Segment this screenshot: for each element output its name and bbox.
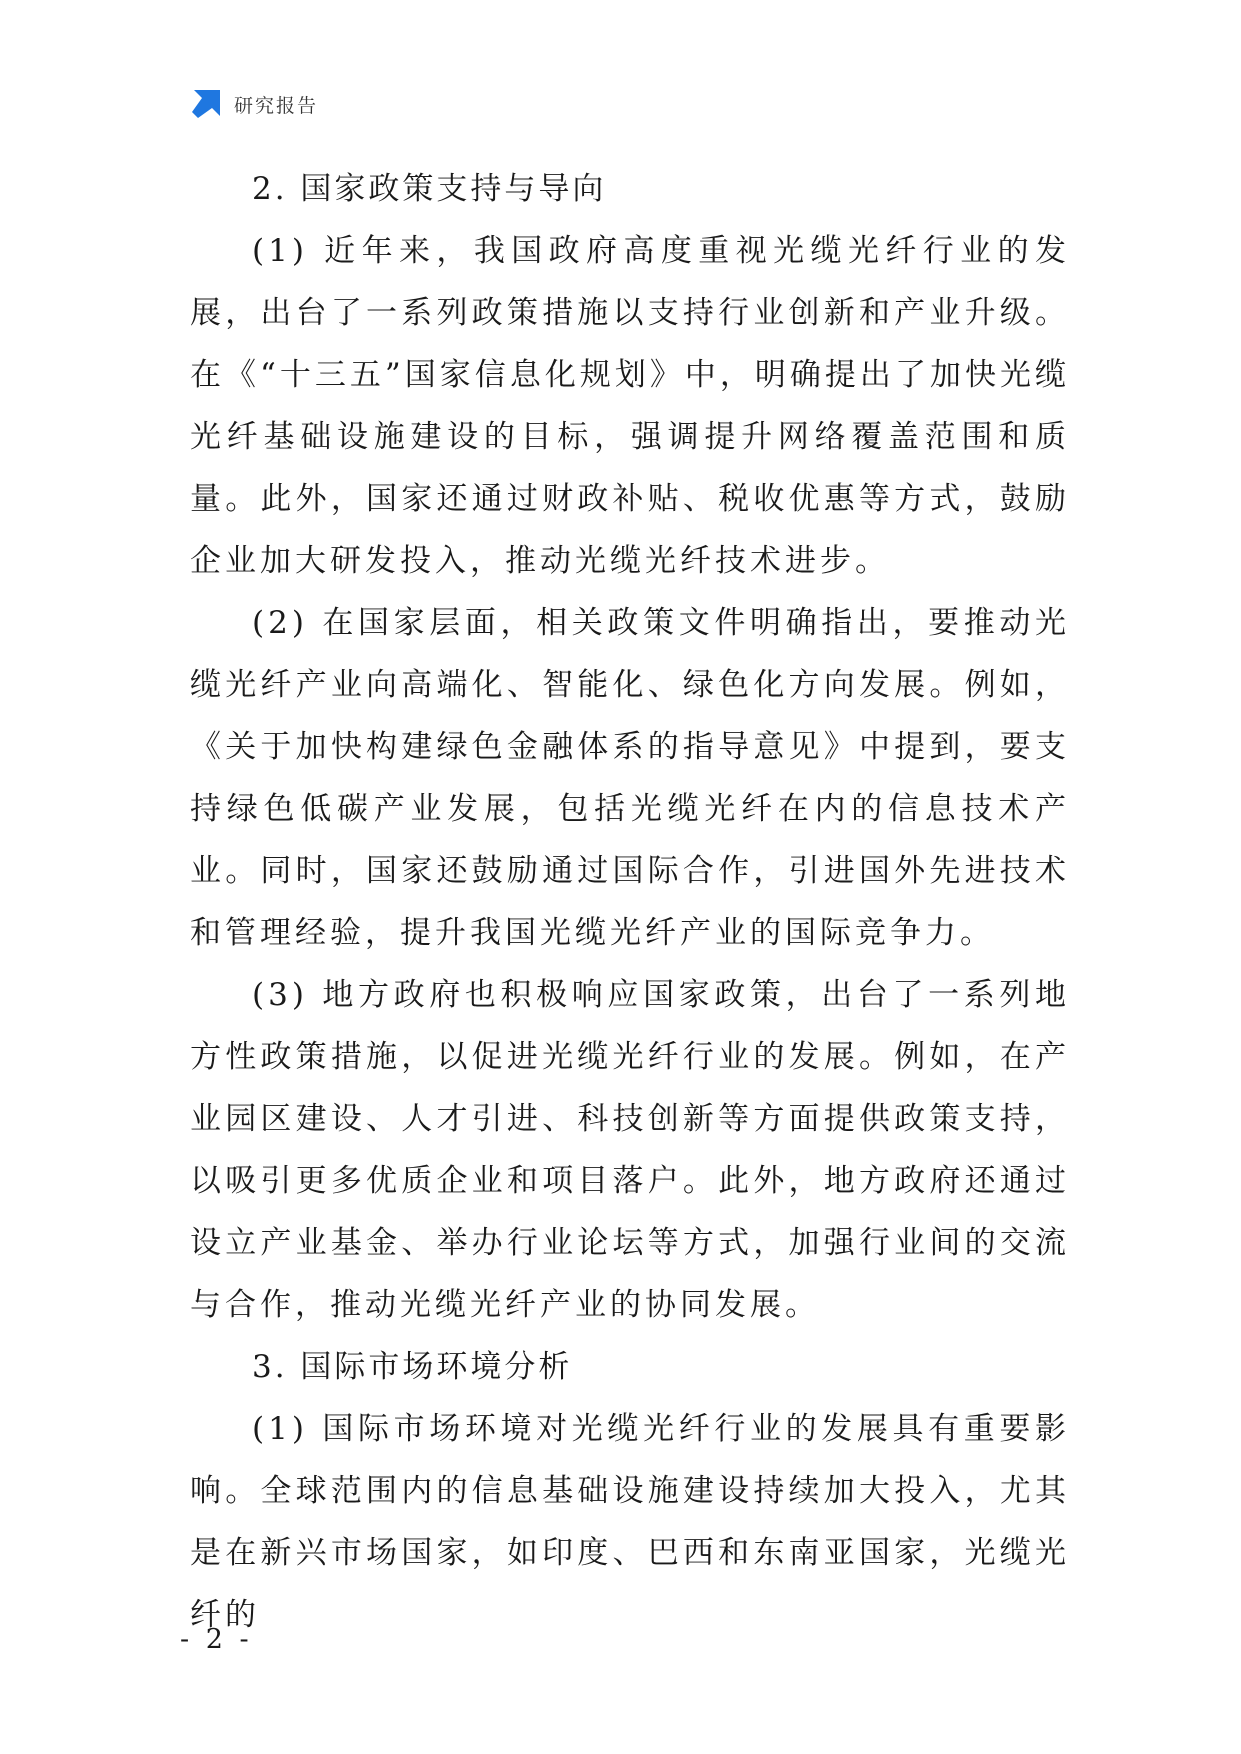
document-body (190, 158, 1070, 1646)
paragraph-2-3: (3) 地方政府也积极响应国家政策，出台了一系列地方性政策措施，以促进光缆光纤行业的发展。例如，在产业园区建设、人才引进、科技创新等方面提供政策支持，以吸引更多优质企业和项目落户。此外，地方政府还通过设立产业基金、举办行业论坛等方式，加强行业间的交流与合作，推动光缆光纤产业的协同发展。 (190, 977, 1070, 1323)
header-title: 研究报告 (234, 94, 319, 117)
paragraph-2-2: (2) 在国家层面，相关政策文件明确指出，要推动光缆光纤产业向高端化、智能化、绿色化方向发展。例如，《关于加快构建绿色金融体系的指导意见》中提到，要支持绿色低碳产业发展，包括光缆光纤在内的信息技术产业。同时，国家还鼓励通过国际合作，引进国外先进技术和管理经验，提升我国光缆光纤产业的国际竞争力。 (190, 605, 1070, 951)
section-heading-3: 3. 国际市场环境分析 (252, 1349, 573, 1385)
section-heading-2: 2. 国家政策支持与导向 (252, 171, 607, 207)
page-header (190, 86, 318, 122)
arrow-up-right-icon (190, 88, 222, 120)
page-number: - 2 - (180, 1624, 253, 1655)
paragraph-2-1: (1) 近年来，我国政府高度重视光缆光纤行业的发展，出台了一系列政策措施以支持行业创新和产业升级。在《“十三五”国家信息化规划》中，明确提出了加快光缆光纤基础设施建设的目标，强调提升网络覆盖范围和质量。此外，国家还通过财政补贴、税收优惠等方式，鼓励企业加大研发投入，推动光缆光纤技术进步。 (190, 233, 1070, 579)
paragraph-3-1: (1) 国际市场环境对光缆光纤行业的发展具有重要影响。全球范围内的信息基础设施建设持续加大投入，尤其是在新兴市场国家，如印度、巴西和东南亚国家，光缆光纤的 (190, 1411, 1070, 1633)
